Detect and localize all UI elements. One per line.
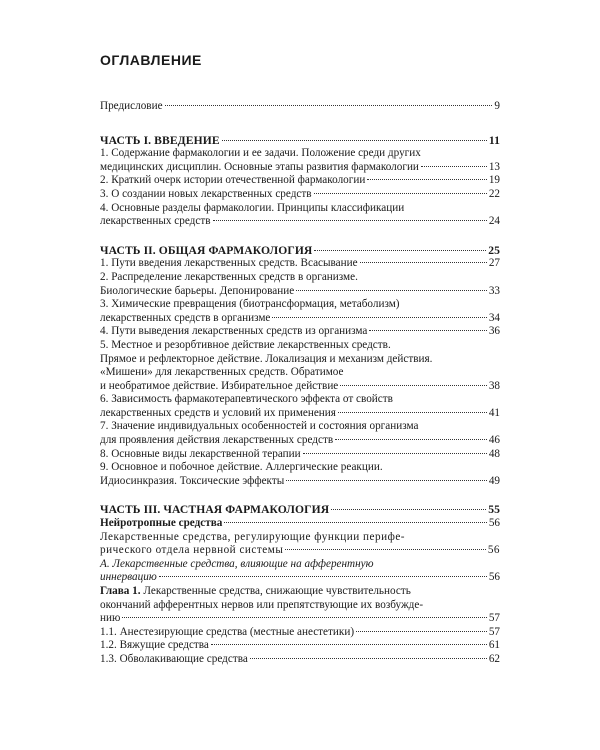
toc-entry[interactable]: 5. Местное и резорбтивное действие лекарственных средств. Прямое и рефлекторное действие. Локализация и механизм действия. «Мишени» для лекарственных средств. Обратимое и необратимое действие. Избирательное действие 38 bbox=[100, 338, 500, 392]
page-title: ОГЛАВЛЕНИЕ bbox=[100, 52, 202, 68]
toc-entry[interactable]: 6. Зависимость фармакотерапевтического эффекта от свойств лекарственных средств и условий их применения 41 bbox=[100, 393, 500, 419]
toc-entry[interactable]: 1. Пути введения лекарственных средств. Всасывание 27 bbox=[100, 257, 500, 270]
toc-entry[interactable]: 3. О создании новых лекарственных средств 22 bbox=[100, 187, 500, 200]
toc-part-2[interactable]: ЧАСТЬ II. ОБЩАЯ ФАРМАКОЛОГИЯ 25 bbox=[100, 243, 500, 257]
toc-entry[interactable]: 2. Распределение лекарственных средств в организме. Биологические барьеры. Депонирование 33 bbox=[100, 270, 500, 297]
toc-entry[interactable]: А. Лекарственные средства, влияющие на афферентную иннервацию 56 bbox=[100, 557, 500, 584]
toc-entry[interactable]: 2. Краткий очерк истории отечественной фармакологии 19 bbox=[100, 174, 500, 187]
toc-section-neurotropic[interactable]: Нейротропные средства 56 bbox=[100, 517, 500, 530]
toc-entry[interactable]: 1.2. Вяжущие средства 61 bbox=[100, 639, 500, 652]
table-of-contents bbox=[100, 100, 500, 667]
toc-entry[interactable]: 1.1. Анестезирующие средства (местные анестетики) 57 bbox=[100, 625, 500, 638]
toc-entry-preface[interactable]: Предисловие 9 bbox=[100, 100, 500, 112]
toc-entry[interactable]: 3. Химические превращения (биотрансформация, метаболизм) лекарственных средств в организме 34 bbox=[100, 298, 500, 324]
toc-entry[interactable]: 7. Значение индивидуальных особенностей и состояния организма для проявления действия лекарственных средств 46 bbox=[100, 420, 500, 447]
toc-entry[interactable]: 4. Пути выведения лекарственных средств из организма 36 bbox=[100, 325, 500, 338]
toc-part-1[interactable]: ЧАСТЬ I. ВВЕДЕНИЕ 11 bbox=[100, 133, 500, 147]
toc-entry[interactable]: 1. Содержание фармакологии и ее задачи. Положение среди других медицинских дисциплин. Основные этапы развития фармакологии 13 bbox=[100, 147, 500, 173]
toc-entry[interactable]: 9. Основное и побочное действие. Аллергические реакции. Идиосинкразия. Токсические эффекты 49 bbox=[100, 461, 500, 487]
toc-entry[interactable]: 4. Основные разделы фармакологии. Принципы классификации лекарственных средств 24 bbox=[100, 201, 500, 228]
toc-chapter-1[interactable]: Глава 1. Лекарственные средства, снижающие чувствительность окончаний афферентных нервов или препятствующие их возбужде- нию 57 bbox=[100, 585, 500, 625]
toc-entry[interactable]: Лекарственные средства, регулирующие функции перифе- рического отдела нервной системы 56 bbox=[100, 530, 500, 557]
toc-entry[interactable]: 1.3. Обволакивающие средства 62 bbox=[100, 652, 500, 665]
toc-entry[interactable]: 8. Основные виды лекарственной терапии 48 bbox=[100, 447, 500, 460]
toc-part-3[interactable]: ЧАСТЬ III. ЧАСТНАЯ ФАРМАКОЛОГИЯ 55 bbox=[100, 503, 500, 517]
